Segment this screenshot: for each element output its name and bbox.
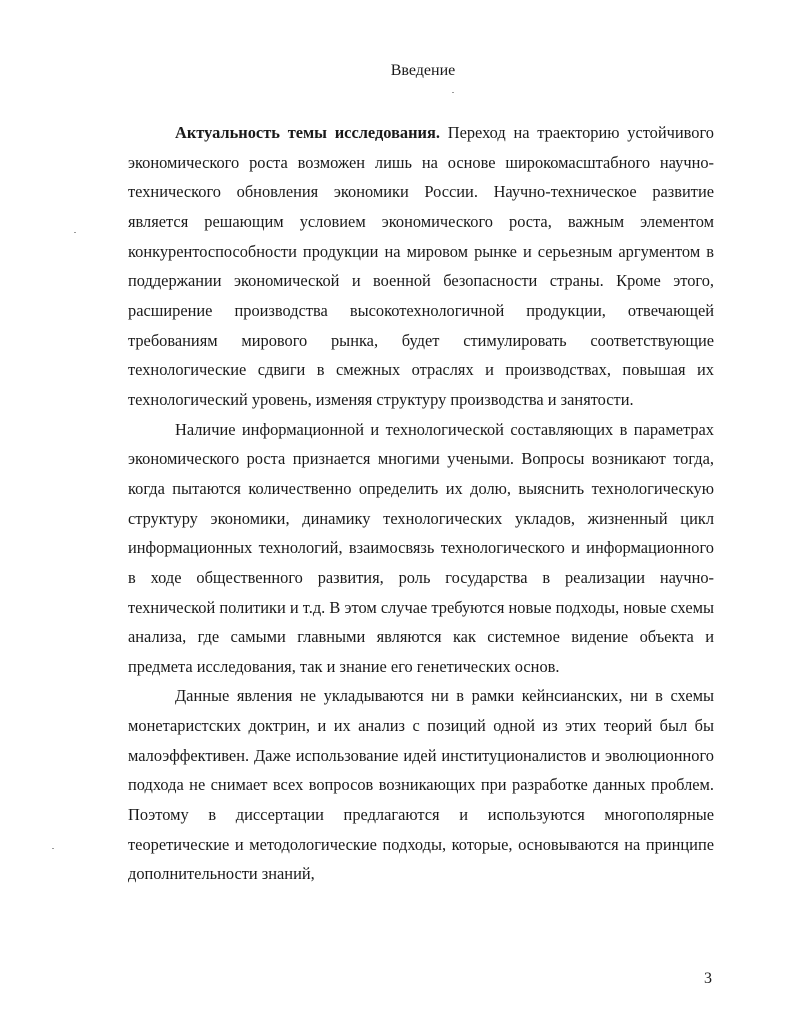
scan-speck [452, 92, 454, 93]
paragraph-methodology [128, 681, 714, 889]
page-number: 3 [704, 970, 712, 987]
paragraph-text: Наличие информационной и технологической составляющих в параметрах экономического роста признается многими учеными. Вопросы возникают тогда, когда пытаются количественно определить их долю, выяснить технологическую структуру экономики, динамику технологических укладов, жизненный цикл информационных технологий, взаимосвязь технологического и информационного в ходе общественного развития, роль государства в реализации научно-технической политики и т.д. В этом случае требуются новые подходы, новые схемы анализа, где самыми главными являются как системное видение объекта и предмета исследования, так и знание его генетических основ. [128, 419, 714, 676]
document-body [128, 118, 714, 889]
paragraph-components [128, 415, 714, 682]
paragraph-text: Переход на траекторию устойчивого экономического роста возможен лишь на основе широкомасштабного научно-технического обновления экономики России. Научно-техническое развитие является решающим условием экономического роста, важным элементом конкурентоспособности продукции на мировом рынке и серьезным аргументом в поддержании экономической и военной безопасности страны. Кроме этого, расширение производства высокотехнологичной продукции, отвечающей требованиям мирового рынка, будет стимулировать соответствующие технологические сдвиги в смежных отраслях и производствах, повышая их технологический уровень, изменяя структуру производства и занятости. [128, 123, 714, 409]
scan-speck [52, 848, 54, 849]
page-title: Введение [390, 62, 456, 79]
paragraph-text: Данные явления не укладываются ни в рамки кейнсианских, ни в схемы монетаристских доктрин, и их анализ с позиций одной из этих теорий был бы малоэффективен. Даже использование идей институционалистов и эволюционного подхода не снимает всех вопросов возникающих при разработке данных проблем. Поэтому в диссертации предлагаются и используются многополярные теоретические и методологические подходы, которые, основываются на принципе дополнительности знаний, [128, 686, 714, 884]
paragraph-lead: Актуальность темы исследования. [175, 123, 440, 142]
scan-speck [74, 232, 76, 233]
paragraph-relevance [128, 118, 714, 415]
